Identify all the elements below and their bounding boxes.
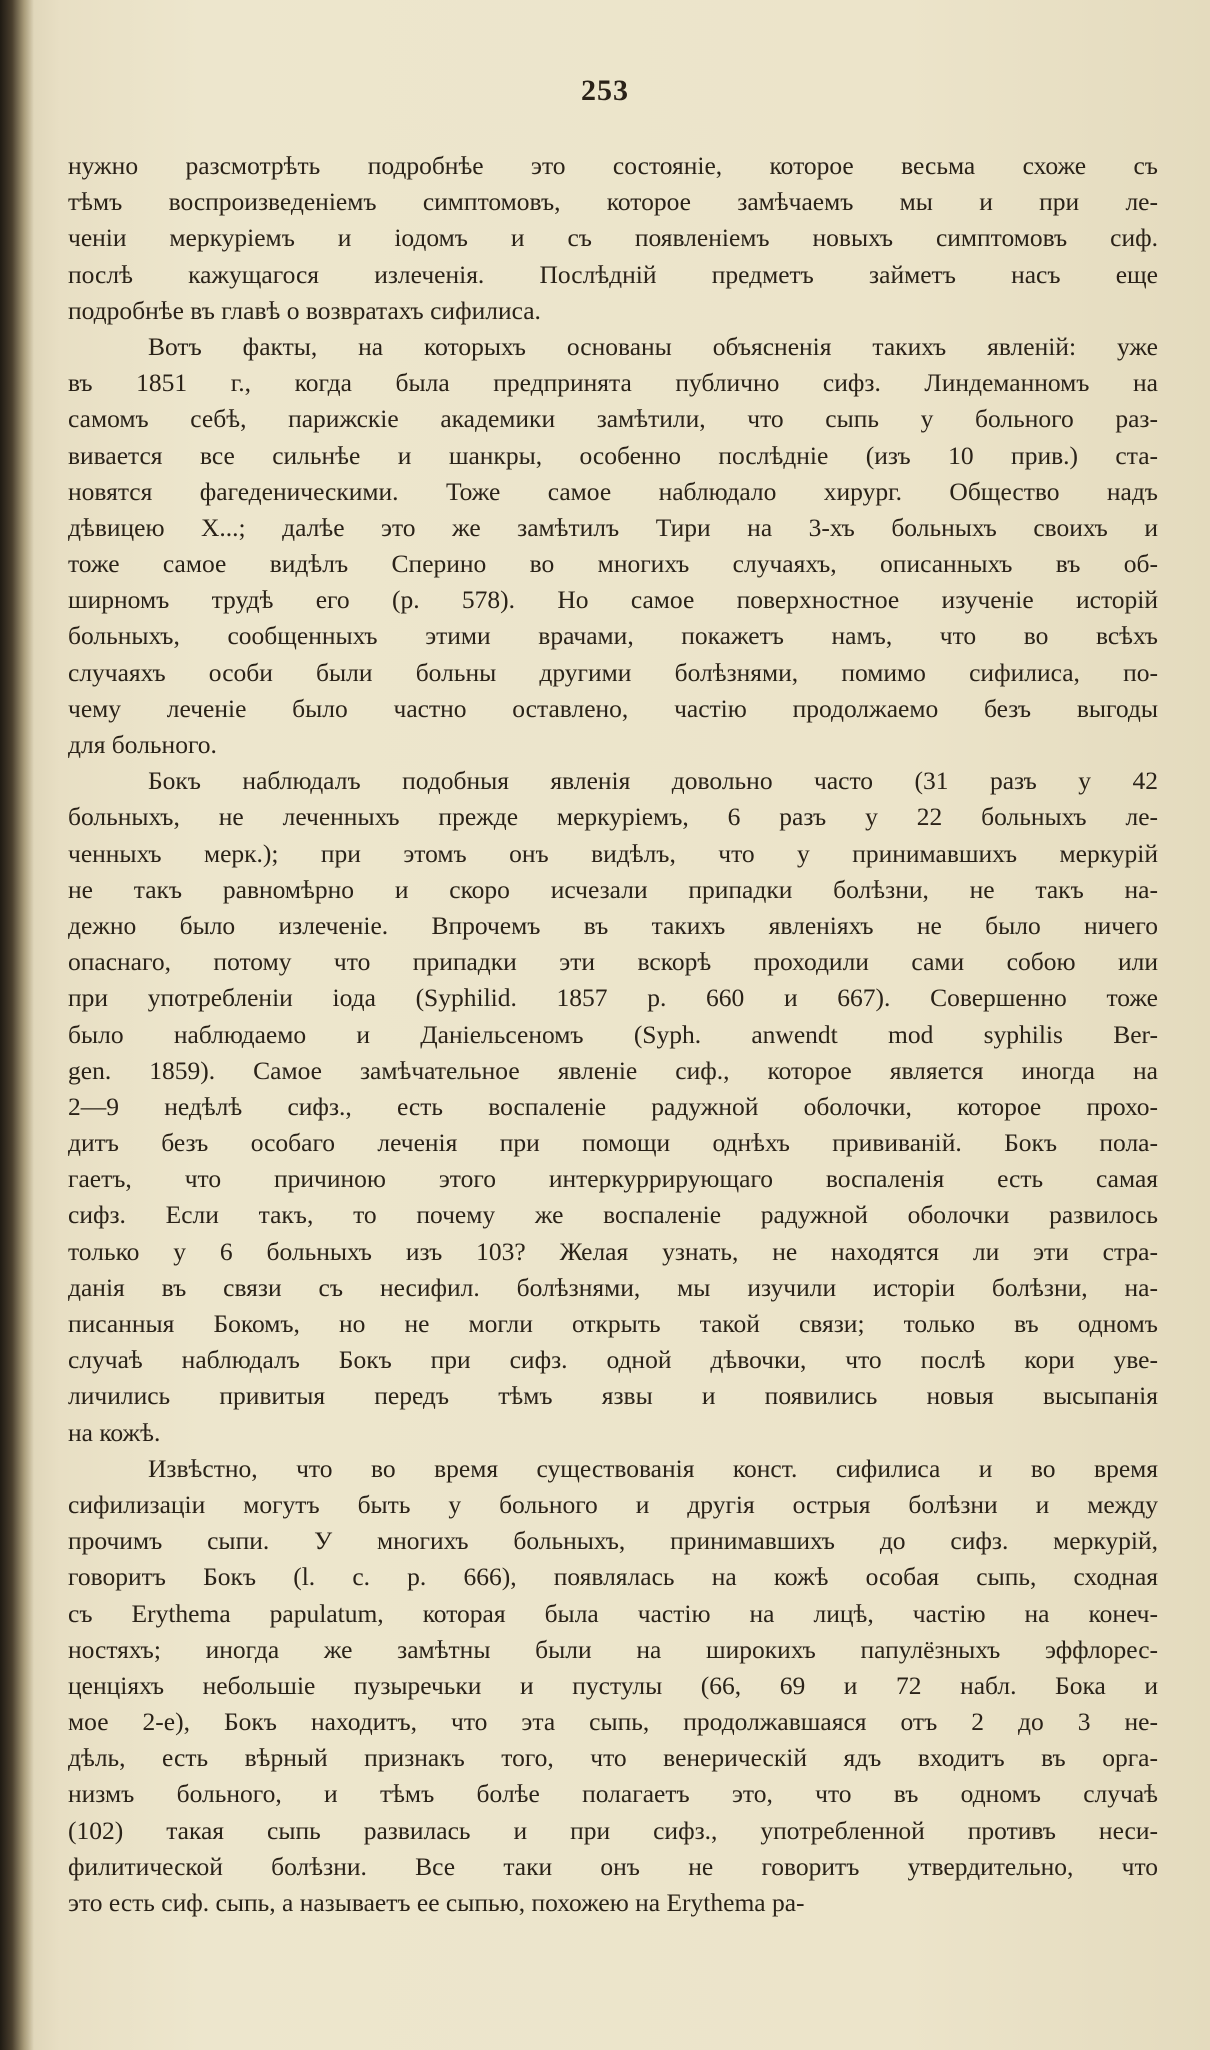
text-line: новятся фагеденическими. Тоже самое наблюдало хирург. Общество надъ: [68, 476, 1158, 506]
text-line: Бокъ наблюдалъ подобныя явленія довольно часто (31 разъ у 42: [148, 766, 1158, 796]
text-line: случаѣ наблюдалъ Бокъ при сифз. одной дѣвочки, что послѣ кори уве-: [68, 1345, 1158, 1375]
text-line: на кожѣ.: [68, 1417, 161, 1447]
text-line: гаетъ, что причиною этого интеркуррирующаго воспаленія есть самая: [68, 1164, 1158, 1194]
body-text: [68, 148, 1158, 1921]
text-line: чему леченіе было частно оставлено, частію продолжаемо безъ выгоды: [68, 693, 1158, 723]
text-line: только у 6 больныхъ изъ 103? Желая узнать, не находятся ли эти стра-: [68, 1236, 1158, 1266]
text-line: личились привитыя передъ тѣмъ язвы и появились новыя высыпанія: [68, 1381, 1158, 1411]
text-line: тоже самое видѣлъ Сперино во многихъ случаяхъ, описанныхъ въ об-: [68, 549, 1158, 579]
text-line: 2—9 недѣлѣ сифз., есть воспаленіе радужной оболочки, которое прохо-: [68, 1091, 1158, 1121]
text-line: мое 2-е), Бокъ находитъ, что эта сыпь, продолжавшаяся отъ 2 до 3 не-: [68, 1707, 1158, 1737]
text-line: писанныя Бокомъ, но не могли открыть такой связи; только въ одномъ: [68, 1309, 1158, 1338]
text-line: съ Erythema papulatum, которая была частію на лицѣ, частію на конеч-: [68, 1598, 1158, 1628]
text-line: дѣль, есть вѣрный признакъ того, что венерическій ядъ входитъ въ орга-: [68, 1743, 1158, 1773]
text-line: ностяхъ; иногда же замѣтны были на широкихъ папулёзныхъ эффлорес-: [68, 1634, 1158, 1664]
text-line: прочимъ сыпи. У многихъ больныхъ, принимавшихъ до сифз. меркурій,: [68, 1526, 1158, 1556]
text-line: было наблюдаемо и Даніельсеномъ (Syph. anwendt mod syphilis Ber-: [68, 1019, 1158, 1049]
text-line: случаяхъ особи были больны другими болѣзнями, помимо сифилиса, по-: [68, 657, 1158, 687]
text-line: не такъ равномѣрно и скоро исчезали припадки болѣзни, не такъ на-: [68, 874, 1158, 904]
text-line: послѣ кажущагося излеченія. Послѣдній предметъ займетъ насъ еще: [68, 259, 1158, 289]
text-line: ценціяхъ небольшіе пузыречьки и пустулы (66, 69 и 72 набл. Бока и: [68, 1670, 1158, 1700]
text-line: подробнѣе въ главѣ о возвратахъ сифилиса.: [68, 295, 541, 325]
text-line: дитъ безъ особаго леченія при помощи однѣхъ прививаній. Бокъ пола-: [68, 1128, 1158, 1158]
paragraph: [68, 148, 1158, 329]
paragraph: [68, 329, 1158, 763]
paragraph: [68, 763, 1158, 1451]
text-line: ченныхъ мерк.); при этомъ онъ видѣлъ, что у принимавшихъ меркурій: [68, 838, 1158, 868]
text-line: вивается все сильнѣе и шанкры, особенно послѣдніе (изъ 10 прив.) ста-: [68, 440, 1158, 470]
text-line: Извѣстно, что во время существованія конст. сифилиса и во время: [148, 1453, 1158, 1483]
text-line: дѣвицею X...; далѣе это же замѣтилъ Тири на 3-хъ больныхъ своихъ и: [68, 512, 1158, 542]
text-line: при употребленіи іода (Syphilid. 1857 p. 660 и 667). Совершенно тоже: [68, 983, 1158, 1013]
text-line: дежно было излеченіе. Впрочемъ въ такихъ явленіяхъ не было ничего: [68, 910, 1158, 940]
text-line: Вотъ факты, на которыхъ основаны объясненія такихъ явленій: уже: [148, 331, 1158, 361]
text-line: филитической болѣзни. Все таки онъ не говоритъ утвердительно, что: [68, 1851, 1158, 1881]
text-line: въ 1851 г., когда была предпринята публично сифз. Линдеманномъ на: [68, 368, 1158, 398]
text-line: сифилизаціи могутъ быть у больного и другія острыя болѣзни и между: [68, 1489, 1158, 1519]
text-line: (102) такая сыпь развилась и при сифз., употребленной противъ неси-: [68, 1815, 1158, 1845]
text-line: ширномъ трудѣ его (p. 578). Но самое поверхностное изученіе исторій: [68, 585, 1158, 615]
text-line: gen. 1859). Самое замѣчательное явленіе сиф., которое является иногда на: [68, 1055, 1158, 1085]
text-line: больныхъ, сообщенныхъ этими врачами, покажетъ намъ, что во всѣхъ: [68, 621, 1158, 651]
text-line: низмъ больного, и тѣмъ болѣе полагаетъ это, что въ одномъ случаѣ: [68, 1779, 1158, 1809]
page-number: 253: [581, 74, 629, 107]
text-line: нужно разсмотрѣть подробнѣе это состояніе, которое весьма схоже съ: [68, 151, 1158, 180]
text-line: тѣмъ воспроизведеніемъ симптомовъ, которое замѣчаемъ мы и при ле-: [68, 187, 1158, 217]
text-line: для больного.: [68, 730, 217, 759]
text-line: говоритъ Бокъ (l. c. p. 666), появлялась на кожѣ особая сыпь, сходная: [68, 1562, 1158, 1592]
book-binding-shadow: [0, 0, 34, 2050]
text-line: данія въ связи съ несифил. болѣзнями, мы изучили исторіи болѣзни, на-: [68, 1272, 1158, 1302]
paragraph: [68, 1451, 1158, 1921]
text-line: самомъ себѣ, парижскіе академики замѣтили, что сыпь у больного раз-: [68, 404, 1158, 434]
text-line: больныхъ, не леченныхъ прежде меркуріемъ, 6 разъ у 22 больныхъ ле-: [68, 802, 1158, 832]
text-line: опаснаго, потому что припадки эти вскорѣ проходили сами собою или: [68, 947, 1158, 977]
text-line: это есть сиф. сыпь, а называетъ ее сыпью, похожею на Erythema pa-: [68, 1888, 805, 1917]
text-line: сифз. Если такъ, то почему же воспаленіе радужной оболочки развилось: [68, 1200, 1158, 1230]
text-line: ченіи меркуріемъ и іодомъ и съ появленіемъ новыхъ симптомовъ сиф.: [68, 223, 1158, 253]
